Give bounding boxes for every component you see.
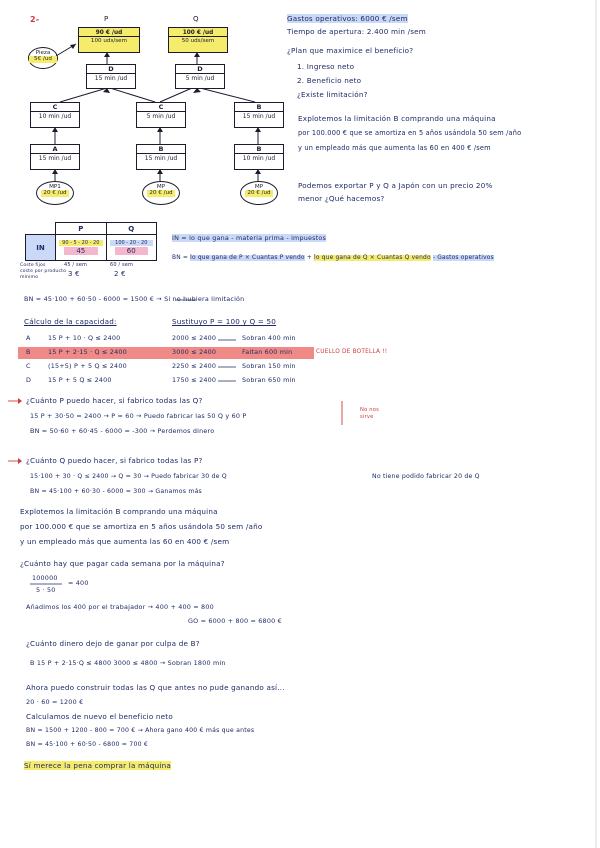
node-p: 90 € /ud 100 uds/sem xyxy=(78,27,140,53)
table-below-p2: 3 € xyxy=(68,270,80,278)
lost-line-1: B 15 P + 2·15·Q ≤ 4800 3000 ≤ 4800 → Sobran 1800 min xyxy=(30,659,226,667)
lost-line-6: BN = 45·100 + 60·50 - 6800 = 700 € xyxy=(26,741,149,748)
node-b1: B 15 min /ud xyxy=(234,102,284,128)
node-b2: B 15 min /ud xyxy=(136,144,186,170)
bn-calculation: BN = 45·100 + 60·50 - 6000 = 1500 € → Si no hubiera limitación xyxy=(24,295,245,303)
tiempo-apertura: Tiempo de apertura: 2.400 min /sem xyxy=(287,27,426,36)
question-weekly: ¿Cuánto hay que pagar cada semana por la máquina? xyxy=(20,559,225,568)
cap-row-b-letter: B xyxy=(26,348,31,356)
exploit2-line-3: y un empleado más que aumenta las 60 en 400 € /sem xyxy=(20,537,230,546)
cap-row-b-expr: 15 P + 2·15 · Q ≤ 2400 xyxy=(48,348,127,356)
node-q: 100 € /ud 50 uds/sem xyxy=(168,27,228,53)
gastos-operativos: Gastos operativos: 6000 € /sem xyxy=(287,14,408,23)
table-below-q1: 60 / sem xyxy=(110,262,133,268)
capacity-title: Cálculo de la capacidad: xyxy=(24,317,117,326)
table-col-p: P xyxy=(56,223,106,235)
exploit-line-3: y un empleado más que aumenta las 60 en 400 € /sem xyxy=(298,144,491,152)
weekly-line-1: Añadimos los 400 por el trabajador → 400 + 400 = 800 xyxy=(26,603,214,611)
cap-row-c-expr: (15+5) P + 5 Q ≤ 2400 xyxy=(48,362,127,370)
fraction-bottom: 5 · 50 xyxy=(36,586,56,594)
cap-row-d-expr: 15 P + 5 Q ≤ 2400 xyxy=(48,376,112,384)
table-below-p1: 45 / sem xyxy=(64,262,87,268)
question-plan: ¿Plan que maximice el beneficio? xyxy=(287,46,414,55)
fraction-result: = 400 xyxy=(68,579,89,587)
lost-line-3: 20 · 60 = 1200 € xyxy=(26,698,84,706)
table-in-p: 90 - 5 - 20 - 20 45 xyxy=(56,235,106,261)
item-ingreso-neto: 1. Ingreso neto xyxy=(297,62,355,71)
cap-row-d-result: Sobran 650 min xyxy=(242,376,296,384)
table-row-in: IN xyxy=(26,235,56,261)
exploit2-line-1: Explotemos la limitación B comprando una máquina xyxy=(20,507,218,516)
japan-line-1: Podemos exportar P y Q a Japón con un precio 20% xyxy=(298,181,493,190)
problem-number: 2- xyxy=(30,15,40,24)
table-col-q: Q xyxy=(106,223,156,235)
cap-row-a-letter: A xyxy=(26,334,31,342)
lost-line-5: BN = 1500 + 1200 - 800 = 700 € → Ahora gano 400 € más que antes xyxy=(26,727,255,734)
question-limitacion: ¿Existe limitación? xyxy=(297,90,368,99)
node-c1: C 10 min /ud xyxy=(30,102,80,128)
q-p-side-note: No nos sirve xyxy=(360,407,380,421)
pieza-node: Pieza 5€ /ud xyxy=(28,47,58,69)
exploit2-line-2: por 100.000 € que se amortiza en 5 años usándola 50 sem /año xyxy=(20,522,263,531)
q-q-side-note: No tiene podido fabricar 20 de Q xyxy=(372,473,480,480)
lost-line-4: Calculamos de nuevo el beneficio neto xyxy=(26,712,173,721)
question-cuanto-p: ¿Cuánto P puedo hacer, si fabrico todas las Q? xyxy=(26,396,203,405)
in-definition: IN = lo que gana - materia prima - impuestos xyxy=(172,234,326,242)
node-b3: B 10 min /ud xyxy=(234,144,284,170)
cap-row-b-calc: 3000 ≤ 2400 xyxy=(172,348,217,356)
mp3-node: MP 20 € /ud xyxy=(240,181,278,205)
exploit-line-1: Explotemos la limitación B comprando una máquina xyxy=(298,114,496,123)
item-beneficio-neto: 2. Beneficio neto xyxy=(297,76,362,85)
weekly-line-2: GO = 6000 + 800 = 6800 € xyxy=(188,617,282,625)
ingreso-neto-table xyxy=(25,222,157,261)
cap-row-d-letter: D xyxy=(26,376,32,384)
cap-row-a-result: Sobran 400 min xyxy=(242,334,296,342)
table-below-q2: 2 € xyxy=(114,270,126,278)
node-a: A 15 min /ud xyxy=(30,144,80,170)
bottleneck-note: CUELLO DE BOTELLA !! xyxy=(316,349,388,355)
cap-row-a-calc: 2000 ≤ 2400 xyxy=(172,334,217,342)
node-d1: D 15 min /ud xyxy=(86,64,136,89)
bn-definition: BN = lo que gana de P × Cuantas P vendo + lo que gana de Q × Cuantas Q vendo - Gastos operativos xyxy=(172,255,494,261)
product-q-label: Q xyxy=(193,15,199,23)
question-cuanto-q: ¿Cuánto Q puedo hacer, si fabrico todas las P? xyxy=(26,456,203,465)
q-q-line-1: 15·100 + 30 · Q ≤ 2400 → Q = 30 → Puedo fabricar 30 de Q xyxy=(30,473,227,480)
node-c2: C 5 min /ud xyxy=(136,102,186,128)
conclusion: Sí merece la pena comprar la máquina xyxy=(24,761,171,770)
cap-row-b-result: Faltan 600 min xyxy=(242,348,293,356)
cap-row-c-letter: C xyxy=(26,362,31,370)
q-p-line-1: 15 P + 30·50 = 2400 → P = 60 → Puedo fabricar las 50 Q y 60 P xyxy=(30,412,247,420)
japan-line-2: menor ¿Qué hacemos? xyxy=(298,194,385,203)
fraction-top: 100000 xyxy=(32,574,58,582)
node-d2: D 5 min /ud xyxy=(175,64,225,89)
q-p-line-2: BN = 50·60 + 60·45 - 6000 = -300 → Perdemos dinero xyxy=(30,427,215,435)
lost-line-2: Ahora puedo construir todas las Q que antes no pude ganando así... xyxy=(26,683,285,692)
mp1-node: MP1 20 € /ud xyxy=(36,181,74,205)
cap-row-d-calc: 1750 ≤ 2400 xyxy=(172,376,217,384)
table-in-q: 100 - 20 - 20 60 xyxy=(106,235,156,261)
exploit-line-2: por 100.000 € que se amortiza en 5 años usándola 50 sem /año xyxy=(298,129,522,137)
cap-row-c-result: Sobran 150 min xyxy=(242,362,296,370)
mp2-node: MP 20 € /ud xyxy=(142,181,180,205)
cap-row-a-expr: 15 P + 10 · Q ≤ 2400 xyxy=(48,334,121,342)
capacity-subtitle: Sustituyo P = 100 y Q = 50 xyxy=(172,317,277,326)
cap-row-c-calc: 2250 ≤ 2400 xyxy=(172,362,217,370)
question-lost: ¿Cuánto dinero dejo de ganar por culpa de B? xyxy=(26,639,200,648)
product-p-label: P xyxy=(104,15,109,23)
q-q-line-2: BN = 45·100 + 60·30 - 6000 = 300 → Ganamos más xyxy=(30,488,202,495)
table-below-left: Coste fijos coste por producto mínimo xyxy=(20,263,67,280)
